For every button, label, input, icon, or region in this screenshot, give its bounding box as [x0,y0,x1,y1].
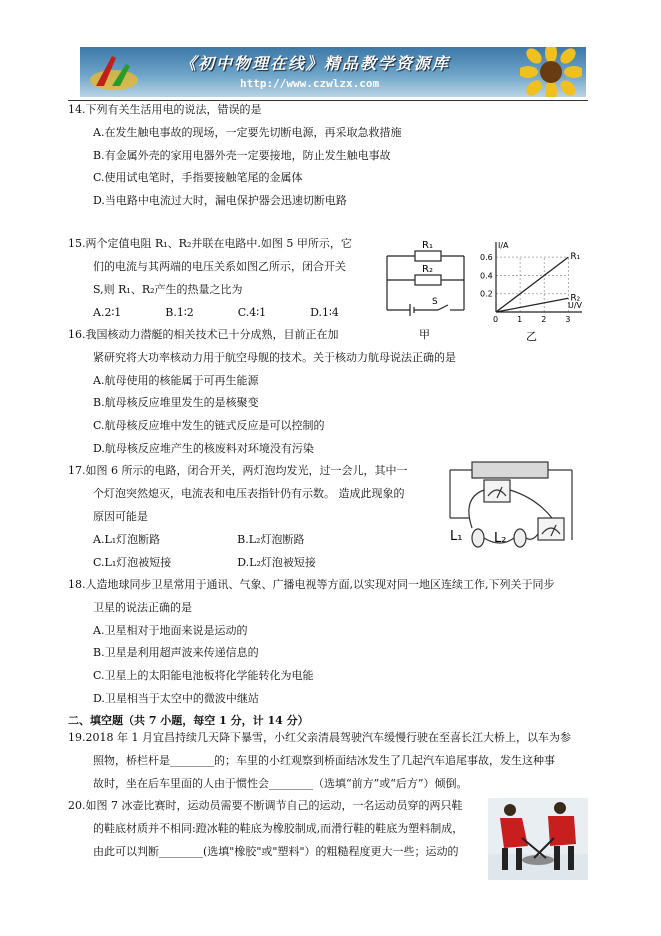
text-line-q19c: 故时，坐在后车里面的人由于惯性会________（选填“前方”或“后方”）倾倒。 [93,777,468,790]
figure5-yi-label: 乙 [526,330,537,342]
text-line-q17c: 原因可能是 [93,510,148,523]
text-line-q16bo: B.航母核反应堆里发生的是核聚变 [93,396,259,409]
text-line-q19: 19.2018 年 1 月宜昌持续几天降下暴雪，小红父亲清晨驾驶汽车缓慢行驶在至喜长江大桥上，以车为参 [68,731,571,744]
header-rule [68,100,588,101]
text-line-q15: 15.两个定值电阻 R₁、R₂并联在电路中.如图 5 甲所示，它 [68,237,352,250]
figure5-circuit [382,236,472,340]
x-axis-label: U/V [568,301,583,310]
sunflower-image [520,47,582,97]
text-line-q14a: A.在发生触电事故的现场，一定要先切断电源，再采取急救措施 [93,126,402,139]
text-line-q16a: A.航母使用的核能属于可再生能源 [93,374,259,387]
text-line-q15c: S,则 R₁、R₂产生的热量之比为 [93,283,243,296]
text-line-q15b: 们的电流与其两端的电压关系如图乙所示，闭合开关 [93,260,346,273]
site-logo [86,50,142,94]
text-line-q18b: 卫星的说法正确的是 [93,601,192,614]
figure6-circuit [440,458,580,556]
text-line-q20b: 的鞋底材质并不相同:蹬冰鞋的鞋底为橡胶制成,而滑行鞋的鞋底为塑料制成， [93,822,464,835]
text-line-q20: 20.如图 7 冰壶比赛时，运动员需要不断调节自己的运动，一名运动员穿的两只鞋 [68,799,463,812]
figure5-graph [478,240,588,342]
text-line-q16d: D.航母核反应堆产生的核废料对环境没有污染 [93,442,314,455]
text-line-q14b: B.有金属外壳的家用电器外壳一定要接地，防止发生触电事故 [93,149,391,162]
l1-label: L₁ [450,529,463,544]
text-line-q14: 14.下列有关生活用电的说法，错误的是 [68,103,262,116]
y-axis-label: I/A [498,241,509,250]
text-line-q18a: A.卫星相对于地面来说是运动的 [93,624,248,637]
x-tick-1: 1 [517,315,523,324]
x-tick-0: 0 [493,315,499,324]
series-label-2: R₂ [570,293,581,304]
text-line-q17o2: C.L₁灯泡被短接 D.L₂灯泡被短接 [93,556,316,569]
series-label-1: R₁ [570,252,581,263]
r1-label: R₁ [422,240,433,251]
text-line-q19b: 照物，桥栏杆是________的；车里的小红观察到桥面结冰发生了几起汽车追尾事故，发生这种事 [93,754,555,767]
text-line-q18bo: B.卫星是利用超声波来传递信息的 [93,646,259,659]
text-line-q20c: 由此可以判断________(选填"橡胶"或"塑料"）的粗糙程度更大一些；运动的 [93,845,459,858]
y-tick-1: 0.4 [480,271,493,281]
y-tick-2: 0.2 [480,289,493,299]
text-line-q16c: C.航母核反应堆中发生的链式反应是可以控制的 [93,419,325,432]
curling-photo [488,798,588,880]
text-line-q17o1: A.L₁灯泡断路 B.L₂灯泡断路 [93,533,305,546]
text-line-q16: 16.我国核动力潜艇的相关技术已十分成熟，目前正在加 [68,328,339,341]
switch-label: S [432,297,438,307]
text-line-q15o: A.2∶1 B.1∶2 C.4∶1 D.1∶4 [93,306,339,319]
text-line-q14c: C.使用试电笔时，手指要接触笔尾的金属体 [93,171,303,184]
text-line-sec2: 二、填空题（共 7 小题，每空 1 分，计 14 分） [68,714,309,727]
banner-title: 《初中物理在线》精品教学资源库 [180,54,451,73]
text-line-q18d: D.卫星相当于太空中的微波中继站 [93,692,259,705]
x-tick-2: 2 [541,315,547,324]
text-line-q14d: D.当电路中电流过大时，漏电保护器会迅速切断电路 [93,194,347,207]
r2-label: R₂ [422,264,433,275]
banner-url: http://www.czwlzx.com [240,77,380,90]
figure5-jia-label: 甲 [419,328,430,340]
y-tick-0: 0.6 [480,253,493,263]
l2-label: L₂ [494,531,507,546]
text-line-q18: 18.人造地球同步卫星常用于通讯、气象、广播电视等方面,以实现对同一地区连续工作,下列关于同步 [68,578,555,591]
text-line-q17: 17.如图 6 所示的电路，闭合开关，两灯泡均发光，过一会儿，其中一 [68,464,408,477]
header-banner [80,47,586,97]
text-line-q17b: 个灯泡突然熄灭，电流表和电压表指针仍有示数。 造成此现象的 [93,487,405,500]
series-line-1 [496,257,568,312]
text-line-q18c: C.卫星上的太阳能电池板将化学能转化为电能 [93,669,314,682]
x-tick-3: 3 [565,315,571,324]
text-line-q16b: 紧研究将大功率核动力用于航空母舰的技术。关于核动力航母说法正确的是 [93,351,456,364]
series-line-2 [496,298,568,312]
